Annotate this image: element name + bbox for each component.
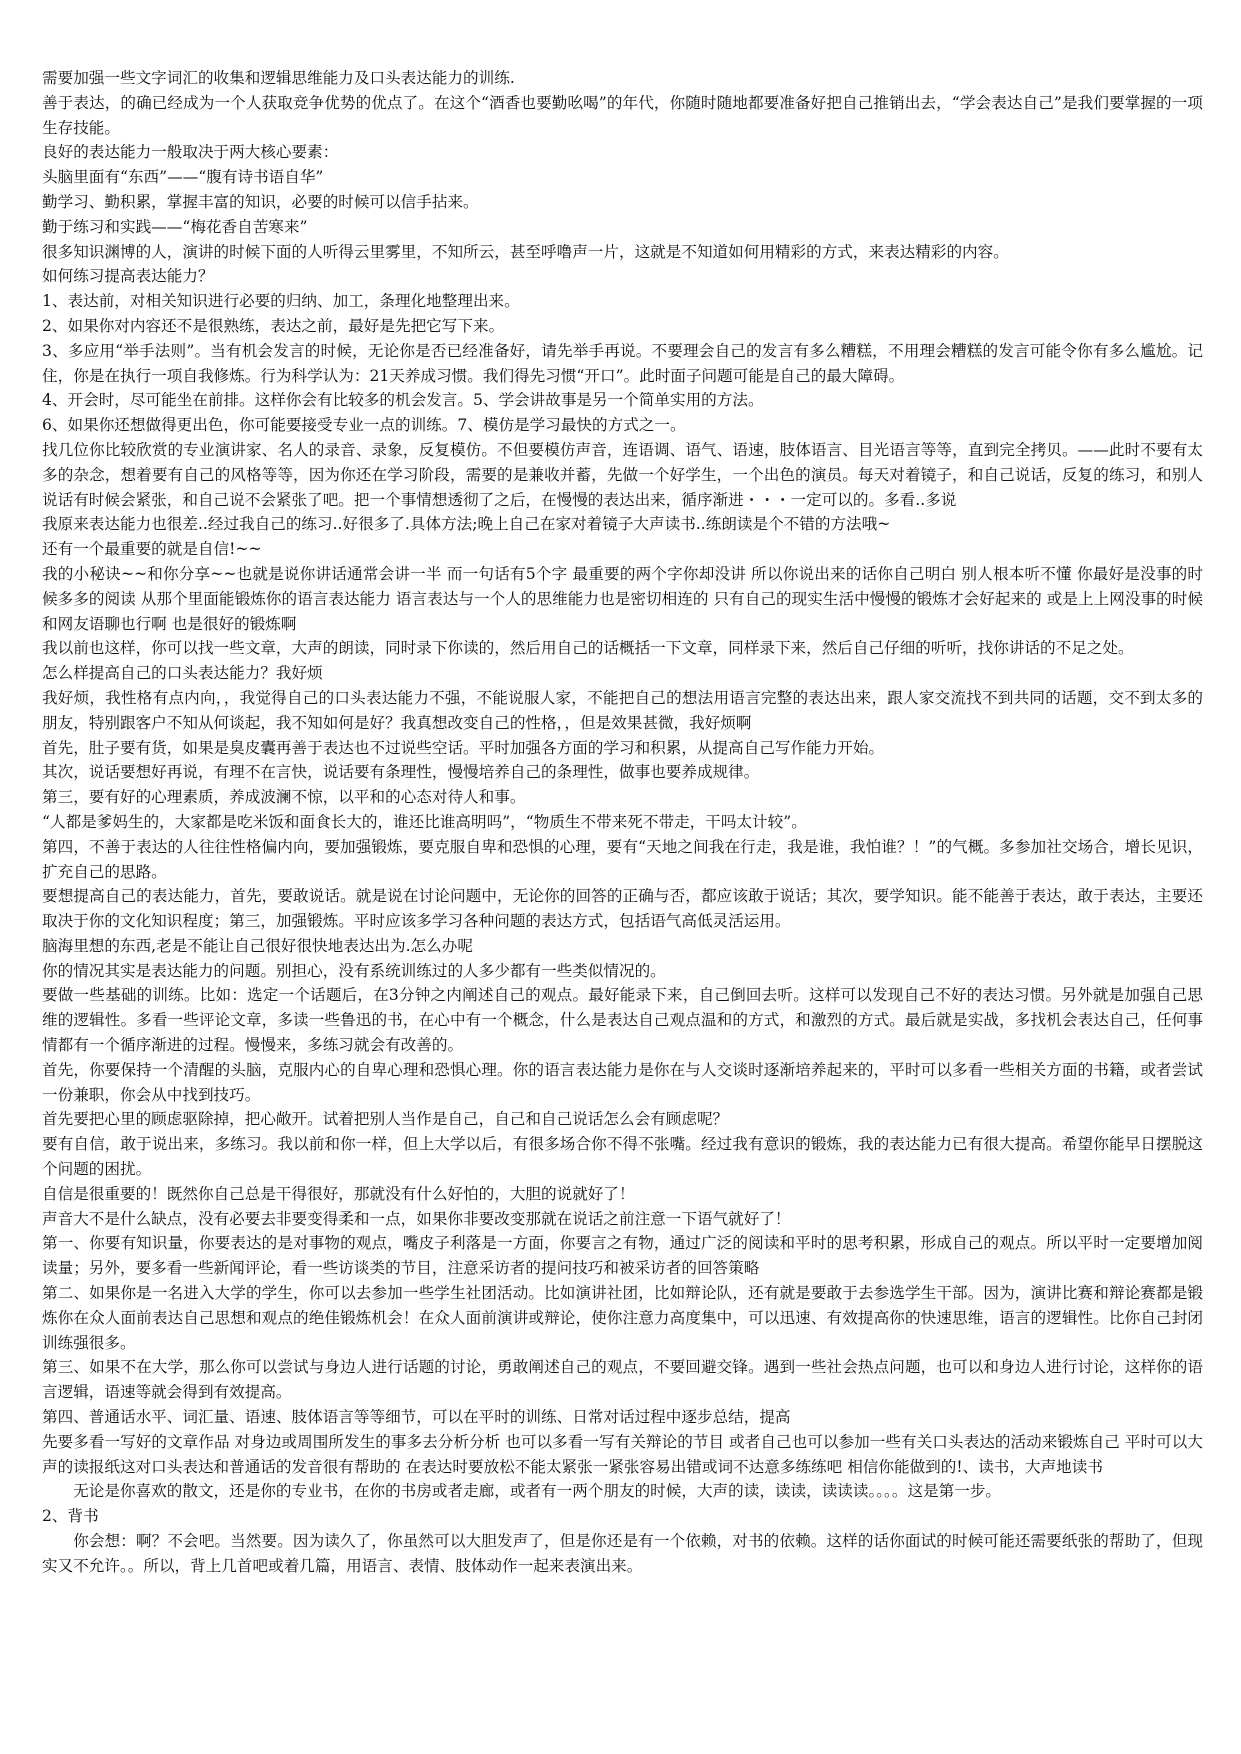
- paragraph: 你会想：啊？不会吧。当然要。因为读久了，你虽然可以大胆发声了，但是你还是有一个依赖，对书的依赖。这样的话你面试的时候可能还需要纸张的帮助了，但现实又不允许。。所以，背上几首吧或着几篇，用语言、表情、肢体动作一起来表演出来。: [42, 1532, 1203, 1575]
- paragraph: 首先要把心里的顾虑驱除掉，把心敞开。试着把别人当作是自己，自己和自己说话怎么会有顾虑呢？: [42, 1110, 729, 1129]
- paragraph: 勤于练习和实践——“梅花香自苦寒来”: [42, 217, 308, 236]
- paragraph: 还有一个最重要的就是自信!~~: [42, 540, 262, 559]
- paragraph: 如何练习提高表达能力？: [42, 267, 214, 286]
- paragraph: 要有自信，敢于说出来，多练习。我以前和你一样，但上大学以后，有很多场合你不得不张嘴。经过我有意识的锻炼，我的表达能力已有很大提高。希望你能早日摆脱这个问题的困扰。: [42, 1135, 1203, 1179]
- paragraph: 第三、如果不在大学，那么你可以尝试与身边人进行话题的讨论，勇敢阐述自己的观点，不要回避交锋。遇到一些社会热点问题，也可以和身边人进行讨论，这样你的语言逻辑，语速等就会得到有效提高。: [42, 1358, 1203, 1402]
- paragraph: 我的小秘诀~~和你分享~~也就是说你讲话通常会讲一半 而一句话有5个字 最重要的两个字你却没讲 所以你说出来的话你自己明白 别人根本听不懂 你最好是没事的时候多多的阅读 从那个里面能锻炼你的语言表达能力 语言表达与一个人的思维能力也是密切相连的 只有自己的现实生活中慢慢的锻炼才会好起来的 或是上上网没事的时候和网友语聊也行啊 也是很好的锻炼啊: [42, 564, 1203, 633]
- paragraph: 善于表达，的确已经成为一个人获取竞争优势的优点了。在这个“酒香也要勤吆喝”的年代，你随时随地都要准备好把自己推销出去，“学会表达自己”是我们要掌握的一项生存技能。: [42, 93, 1203, 137]
- paragraph: 自信是很重要的！既然你自己总是干得很好，那就没有什么好怕的，大胆的说就好了！: [42, 1184, 635, 1203]
- paragraph: 第四，不善于表达的人往往性格偏内向，要加强锻炼，要克服自卑和恐惧的心理，要有“天地之间我在行走，我是谁，我怕谁？！”的气概。多参加社交场合，增长见识，扩充自己的思路。: [42, 837, 1203, 881]
- paragraph: 要做一些基础的训练。比如：选定一个话题后，在3分钟之内阐述自己的观点。最好能录下来，自己倒回去听。这样可以发现自己不好的表达习惯。另外就是加强自己思维的逻辑性。多看一些评论文章，多读一些鲁迅的书，在心中有一个概念，什么是表达自己观点温和的方式，和激烈的方式。最后就是实战，多找机会表达自己，任何事情都有一个循序渐进的过程。慢慢来，多练习就会有改善的。: [42, 986, 1203, 1055]
- paragraph: 我以前也这样，你可以找一些文章，大声的朗读，同时录下你读的，然后用自己的话概括一下文章，同样录下来，然后自己仔细的听听，找你讲话的不足之处。: [42, 639, 1134, 658]
- paragraph: 勤学习、勤积累，掌握丰富的知识，必要的时候可以信手拈来。: [42, 192, 479, 211]
- paragraph: 我好烦，我性格有点内向，，我觉得自己的口头表达能力不强，不能说服人家，不能把自己的想法用语言完整的表达出来，跟人家交流找不到共同的话题，交不到太多的朋友，特别跟客户不知从何谈起，我不知如何是好？我真想改变自己的性格，，但是效果甚微，我好烦啊: [42, 688, 1203, 732]
- paragraph: 2、如果你对内容还不是很熟练，表达之前，最好是先把它写下来。: [42, 316, 505, 335]
- paragraph: 第三，要有好的心理素质，养成波澜不惊，以平和的心态对待人和事。: [42, 788, 526, 807]
- paragraph: 先要多看一写好的文章作品 对身边或周围所发生的事多去分析分析 也可以多看一写有关辩论的节目 或者自己也可以参加一些有关口头表达的活动来锻炼自己 平时可以大声的读报纸这对口头表达和普通话的发音很有帮助的 在表达时要放松不能太紧张一紧张容易出错或词不达意多练练吧 相信你能做到的!、读书，大声地读书: [42, 1432, 1203, 1476]
- paragraph: 第二、如果你是一名进入大学的学生，你可以去参加一些学生社团活动。比如演讲社团，比如辩论队，还有就是要敢于去参选学生干部。因为，演讲比赛和辩论赛都是锻炼你在众人面前表达自己思想和观点的绝佳锻炼机会！在众人面前演讲或辩论，使你注意力高度集中，可以迅速、有效提高你的快速思维，语言的逻辑性。比你自己封闭训练强很多。: [42, 1284, 1203, 1352]
- paragraph: 脑海里想的东西,老是不能让自己很好很快地表达出为.怎么办呢: [42, 936, 473, 955]
- paragraph: 4、开会时，尽可能坐在前排。这样你会有比较多的机会发言。5、学会讲故事是另一个简单实用的方法。: [42, 391, 764, 410]
- paragraph: 第一、你要有知识量，你要表达的是对事物的观点，嘴皮子利落是一方面，你要言之有物，通过广泛的阅读和平时的思考积累，形成自己的观点。所以平时一定要增加阅读量；另外，要多看一些新闻评论，看一些访谈类的节目，注意采访者的提问技巧和被采访者的回答策略: [42, 1234, 1203, 1278]
- paragraph: 6、如果你还想做得更出色，你可能要接受专业一点的训练。7、模仿是学习最快的方式之一。: [42, 416, 686, 435]
- paragraph: 你的情况其实是表达能力的问题。别担心，没有系统训练过的人多少都有一些类似情况的。: [42, 961, 666, 980]
- paragraph: 1、表达前，对相关知识进行必要的归纳、加工，条理化地整理出来。: [42, 292, 520, 311]
- paragraph: 良好的表达能力一般取决于两大核心要素：: [42, 143, 339, 162]
- paragraph: 首先，你要保持一个清醒的头脑，克服内心的自卑心理和恐惧心理。你的语言表达能力是你在与人交谈时逐渐培养起来的，平时可以多看一些相关方面的书籍，或者尝试一份兼职，你会从中找到技巧。: [42, 1060, 1203, 1104]
- paragraph: 其次，说话要想好再说，有理不在言快，说话要有条理性，慢慢培养自己的条理性，做事也要养成规律。: [42, 763, 760, 782]
- paragraph: 我原来表达能力也很差..经过我自己的练习..好很多了.具体方法;晚上自己在家对着镜子大声读书..练朗读是个不错的方法哦~: [42, 515, 891, 534]
- paragraph: 怎么样提高自己的口头表达能力？我好烦: [42, 664, 323, 683]
- paragraph: 找几位你比较欣赏的专业演讲家、名人的录音、录象，反复模仿。不但要模仿声音，连语调、语气、语速，肢体语言、目光语言等等，直到完全拷贝。——此时不要有太多的杂念，想着要有自己的风格等等，因为你还在学习阶段，需要的是兼收并蓄，先做一个好学生，一个出色的演员。每天对着镜子，和自己说话，反复的练习，和别人说话有时候会紧张，和自己说不会紧张了吧。把一个事情想透彻了之后，在慢慢的表达出来，循序渐进・・・一定可以的。多看..多说: [42, 440, 1203, 509]
- paragraph: 3、多应用“举手法则”。当有机会发言的时候，无论你是否已经准备好，请先举手再说。不要理会自己的发言有多么糟糕，不用理会糟糕的发言可能令你有多么尴尬。记住，你是在执行一项自我修炼。行为科学认为：21天养成习惯。我们得先习惯“开口”。此时面子问题可能是自己的最大障碍。: [42, 341, 1203, 385]
- paragraph: 要想提高自己的表达能力，首先，要敢说话。就是说在讨论问题中，无论你的回答的正确与否，都应该敢于说话；其次，要学知识。能不能善于表达，敢于表达，主要还取决于你的文化知识程度；第三，加强锻炼。平时应该多学习各种问题的表达方式，包括语气高低灵活运用。: [42, 887, 1203, 931]
- paragraph: 首先，肚子要有货，如果是臭皮囊再善于表达也不过说些空话。平时加强各方面的学习和积累，从提高自己写作能力开始。: [42, 738, 885, 757]
- paragraph: 无论是你喜欢的散文，还是你的专业书，在你的书房或者走廊，或者有一两个朋友的时候，大声的读，读读，读读读。。。。这是第一步。: [73, 1482, 1002, 1501]
- paragraph: 需要加强一些文字词汇的收集和逻辑思维能力及口头表达能力的训练.: [42, 69, 515, 87]
- paragraph: 头脑里面有“东西”——“腹有诗书语自华”: [42, 168, 324, 187]
- paragraph: 2、背书: [42, 1507, 99, 1526]
- paragraph: 声音大不是什么缺点，没有必要去非要变得柔和一点，如果你非要改变那就在说话之前注意一下语气就好了！: [42, 1209, 791, 1228]
- paragraph: 第四、普通话水平、词汇量、语速、肢体语言等等细节，可以在平时的训练、日常对话过程中逐步总结，提高: [42, 1408, 791, 1427]
- paragraph: 很多知识渊博的人，演讲的时候下面的人听得云里雾里，不知所云，甚至呼噜声一片，这就是不知道如何用精彩的方式，来表达精彩的内容。: [42, 242, 1009, 261]
- paragraph: “人都是爹妈生的，大家都是吃米饭和面食长大的，谁还比谁高明吗”，“物质生不带来死不带走，干吗太计较”。: [42, 812, 807, 831]
